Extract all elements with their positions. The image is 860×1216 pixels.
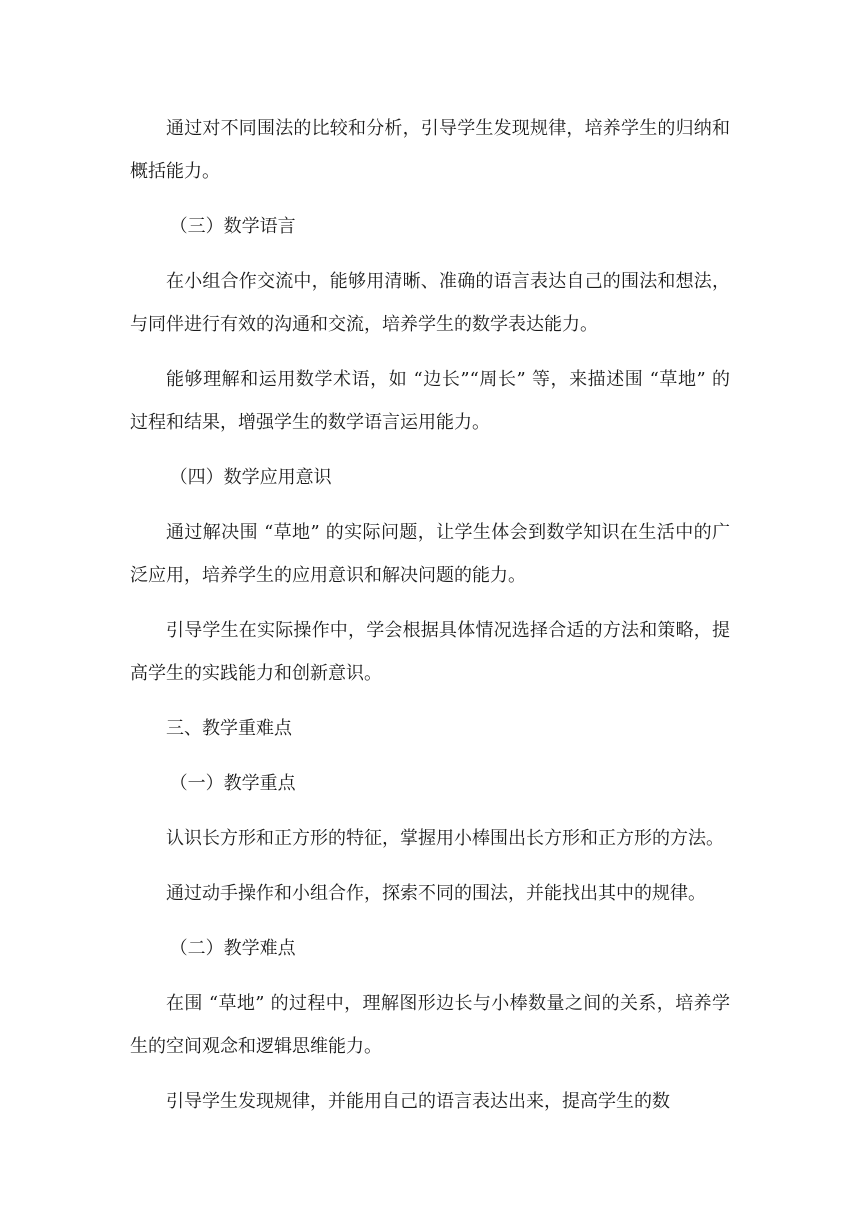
paragraph: 认识长方形和正方形的特征，掌握用小棒围出长方形和正方形的方法。 xyxy=(166,828,724,849)
paragraph: 引导学生发现规律，并能用自己的语言表达出来，提高学生的数 xyxy=(166,1091,670,1112)
paragraph: 通过解决围 “草地” 的实际问题，让学生体会到数学知识在生活中的广泛应用，培养学生的应用意识和解决问题的能力。 xyxy=(130,522,730,586)
section-heading: 三、教学重难点 xyxy=(166,718,292,739)
subsection-heading: （三）数学语言 xyxy=(169,216,296,237)
paragraph: 引导学生在实际操作中，学会根据具体情况选择合适的方法和策略，提高学生的实践能力和创新意识。 xyxy=(130,620,730,684)
paragraph: 通过动手操作和小组合作，探索不同的围法，并能找出其中的规律。 xyxy=(166,883,706,904)
subsection-heading: （四）数学应用意识 xyxy=(169,467,332,488)
document-body xyxy=(130,107,730,1135)
paragraph: 在围 “草地” 的过程中，理解图形边长与小棒数量之间的关系，培养学生的空间观念和逻辑思维能力。 xyxy=(130,993,730,1057)
paragraph: 通过对不同围法的比较和分析，引导学生发现规律，培养学生的归纳和概括能力。 xyxy=(130,118,730,182)
subsection-heading: （二）教学难点 xyxy=(169,938,296,959)
paragraph: 在小组合作交流中，能够用清晰、准确的语言表达自己的围法和想法，与同伴进行有效的沟通和交流，培养学生的数学表达能力。 xyxy=(130,271,730,335)
subsection-heading: （一）教学重点 xyxy=(169,773,296,794)
paragraph: 能够理解和运用数学术语，如 “边长”“周长” 等，来描述围 “草地” 的过程和结果，增强学生的数学语言运用能力。 xyxy=(130,369,730,433)
